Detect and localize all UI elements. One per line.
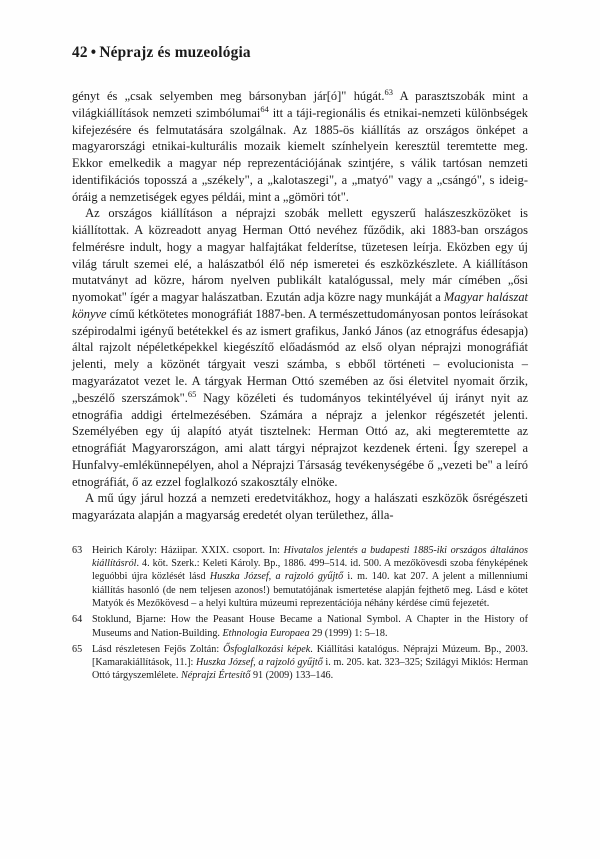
italic-text: Huszka József, a rajzoló gyűjtő [195,657,323,669]
body-text [72,88,528,524]
body-paragraph: A mű úgy járul hozzá a nemzeti eredetvitákhoz, hogy a halászati eszközök ősrégészeti magyarázata alapján a magyarság eredetét olyan területhez, álla- [72,491,528,523]
footnote-text: Heirich Károly: Háziipar. XXIX. csoport. In: Hivatalos jelentés a budapesti 1885-iki országos általános kiállításról. 4. köt. Szerk.: Keleti Károly. Bp., 1886. 499–514. id. 500. A mezőkövesdi szoba fényképének leguóbbi újra közlését lásd Huszka József, a rajzoló gyűjtő i. m. 140. kat 207. A jelent a millenniumi kiállítás hasonló (de nem teljesen azonos!) bemutatójának ismertetése alapján fejthető meg. Lásd e kötet Matyók és Mezőkövesd – a helyi kultúra múzeumi reprezentációja néhány kérdése című fejezetét. [92,544,528,610]
italic-text: Magyar halászat könyve [72,290,529,321]
footnote-text: Stoklund, Bjarne: How the Peasant House Became a National Symbol. A Chapter in the History of Museums and Nation-Building. Ethnologia Europaea 29 (1999) 1: 5–18. [92,614,528,639]
footnote-text: Lásd részletesen Fejős Zoltán: Ősfoglalkozási képek. Kiállítási katalógus. Néprajzi Múzeum. Bp., 2003. [Kamarakiállítások, 11.]: Huszka József, a rajzoló gyűjtő i. m. 205. kat. 323–325; Szilágyi Miklós: Herman Ottó tárgyszemlélete. Néprajzi Értesítő 91 (2009) 133–146. [92,643,529,682]
footnote-reference[interactable]: 65 [187,388,197,399]
page-number: 42 [72,44,88,61]
italic-text: Huszka József, a rajzoló gyűjtő [209,571,344,583]
footnote-item [72,643,528,683]
footnotes-section [72,544,528,683]
footnote-reference[interactable]: 63 [384,86,393,97]
footnote-number: 64 [72,614,83,626]
footnote-item [72,613,528,640]
italic-text: Ethnologia Europaea [222,627,310,639]
footnote-item [72,544,528,610]
footnote-number: 63 [72,544,83,556]
page-running-head [72,44,528,62]
page-title: Néprajz és muzeológia [99,44,251,61]
body-paragraph: gényt és „csak selyemben meg bársonyban jár[ó]" húgát.$^{63}$ A parasztszobák mint a világkiállítások nemzeti szimbólumai$^{64}$ itt a táji-regionális és etnikai-nemzeti különbségek kifejezésére és felmutatására szolgálnak. Az 1885-ös kiállítás az országos önképet a magyarországi etnikai-kulturális mozaik kiemelt színhelyein keresztül teremtette meg. Ekkor emelkedik a magyar nép reprezentációjának szintjére, s válik tartósan nemzeti identifikációs toposszá a „székely", a „kalotaszegi", a „matyó" vagy a „csángó", s ideig-óráig a nemzetiségek egyes példái, mint a „gömöri tót". [72,86,529,204]
italic-text: Hivatalos jelentés a budapesti 1885-iki országos általános kiállításról [92,544,528,570]
footnote-reference[interactable]: 64 [260,103,269,114]
footnote-number: 65 [72,643,83,655]
italic-text: Néprajzi Értesítő [180,670,251,682]
body-paragraph: Az országos kiállításon a néprajzi szobák mellett egyszerű halászeszközöket is kiállítottak. A közreadott anyag Herman Ottó nevéhez fűződik, aki 1883-ban országos felmérésre indult, hogy a magyar halfajtákat felderítse, tüzetesen leírja. Eközben egy új világ tárult szemei elé, a halászatból élő nép ismeretei és eszközkészlete. A kiállításon mutatványt ad közre, három nyelven publikált katalógussal, mely már címében „ősi nyomokat" ígér a magyar halászatban. Ezután adja közre nagy munkáját a Magyar halászat könyve című kétkötetes monográfiát 1887-ben. A természettudományosan pontos leírásokat szépirodalmi igényű betétekkel és az ismert grafikus, Jankó János (az etnográfus édesapja) által rajzolt népéletképekkel kiegészítő előadásmód az első olyan néprajzi monográfiát jelenti, mely a közönét tárgyait veszi számba, s ebből történeti – evolucionista – magyarázatot vezet le. A tárgyak Herman Ottó szemében az ősi életvitel nyomait őrzik, „beszélő szerszámok".$^{65}$ Nagy közéleti és tudományos tekintélyével új irányt nyit az etnográfia addigi értelmezésében. Számára a néprajz a jelenkor régészetét jelenti. Személyében egy új alapító atyát tisztelnek: Herman Ottó az, aki megteremtette az etnográfiát Magyarországon, ami alatt tárgyi néprajzot kezdenek érteni. Így szerepel a Hunfalvy-emlékünnepélyen, ahol a Néprajzi Társaság tevékenységébe ő „vezeti be" a leíró etnográfiát, ő az ezzel foglalkozó szakosztály elnöke. [72,206,529,489]
italic-text: Ősfoglalkozási képek [223,643,311,655]
running-head-separator: • [90,44,97,61]
